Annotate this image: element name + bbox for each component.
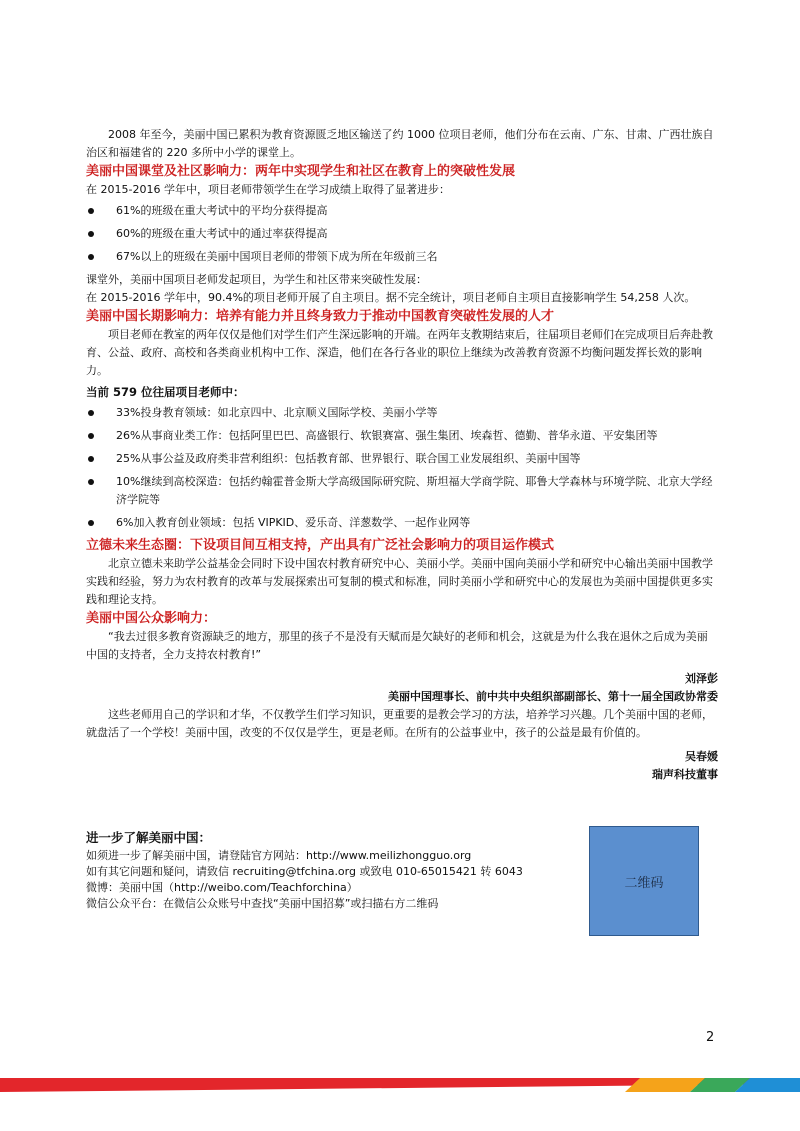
section1-list xyxy=(86,202,718,266)
page-number: 2 xyxy=(706,1030,715,1045)
signature-title-2: 瑞声科技董事 xyxy=(652,768,718,781)
quote-paragraph: “我去过很多教育资源缺乏的地方，那里的孩子不是没有天赋而是欠缺好的老师和机会，这就是为什么我在退休之后成为美丽中国的支持者，全力支持农村教育!” xyxy=(86,630,708,661)
section2-list xyxy=(86,404,718,532)
contact-heading: 进一步了解美丽中国： xyxy=(86,830,212,845)
signature-name-1: 刘泽彭 xyxy=(685,672,718,685)
section3-heading: 立德未来生态圈：下设项目间互相支持，产出具有广泛社会影响力的项目运作模式 xyxy=(86,538,555,553)
list-item: 33%投身教育领域：如北京四中、北京顺义国际学校、美丽小学等 xyxy=(86,404,718,422)
list-item: 25%从事公益及政府类非营利组织：包括教育部、世界银行、联合国工业发展组织、美丽中国等 xyxy=(86,450,718,468)
contact-line-website: 如须进一步了解美丽中国，请登陆官方网站：http://www.meilizhongguo.org xyxy=(86,849,472,862)
list-item: 67%以上的班级在美丽中国项目老师的带领下成为所在年级前三名 xyxy=(86,248,718,266)
footer-color-band xyxy=(0,1078,800,1092)
bullet-icon xyxy=(88,520,94,526)
qr-code-placeholder xyxy=(589,826,699,936)
section1-heading: 美丽中国课堂及社区影响力：两年中实现学生和社区在教育上的突破性发展 xyxy=(86,164,516,179)
bullet-icon xyxy=(88,231,94,237)
qr-code-label: 二维码 xyxy=(624,875,664,891)
list-item: 10%继续到高校深造：包括约翰霍普金斯大学高级国际研究院、斯坦福大学商学院、耶鲁大学森林与环境学院、北京大学经济学院等 xyxy=(86,473,718,509)
section1-lead: 在 2015-2016 学年中，项目老师带领学生在学习成绩上取得了显著进步： xyxy=(86,183,450,196)
bullet-icon xyxy=(88,479,94,485)
bullet-icon xyxy=(88,410,94,416)
section3-paragraph: 北京立德未来助学公益基金会同时下设中国农村教育研究中心、美丽小学。美丽中国向美丽小学和研究中心输出美丽中国教学实践和经验，努力为农村教育的改革与发展探索出可复制的模式和标准，同时美丽小学和研究中心的发展也为美丽中国提供更多实践和理论支持。 xyxy=(86,557,713,606)
testimonial-paragraph: 这些老师用自己的学识和才华，不仅教学生们学习知识，更重要的是教会学习的方法，培养学习兴趣。几个美丽中国的老师，就盘活了一个学校！美丽中国，改变的不仅仅是学生，更是老师。在所有的公益事业中，孩子的公益是最有价值的。 xyxy=(86,708,713,739)
signature-name-2: 吴春媛 xyxy=(685,750,718,763)
section1-after-1: 课堂外，美丽中国项目老师发起项目，为学生和社区带来突破性发展： xyxy=(86,273,427,286)
section2-subheading: 当前 579 位往届项目老师中： xyxy=(86,385,245,399)
section2-heading: 美丽中国长期影响力：培养有能力并且终身致力于推动中国教育突破性发展的人才 xyxy=(86,309,555,324)
bullet-icon xyxy=(88,433,94,439)
signature-title-1: 美丽中国理事长、前中共中央组织部副部长、第十一届全国政协常委 xyxy=(388,690,718,703)
list-item: 61%的班级在重大考试中的平均分获得提高 xyxy=(86,202,718,220)
list-item: 26%从事商业类工作：包括阿里巴巴、高盛银行、软银赛富、强生集团、埃森哲、德勤、普华永道、平安集团等 xyxy=(86,427,718,445)
section4-heading: 美丽中国公众影响力： xyxy=(86,611,217,626)
document-body xyxy=(86,126,718,784)
bullet-icon xyxy=(88,254,94,260)
contact-line-weibo: 微博：美丽中国（http://weibo.com/Teachforchina） xyxy=(86,881,358,894)
section1-after-2: 在 2015-2016 学年中，90.4%的项目老师开展了自主项目。据不完全统计，项目老师自主项目直接影响学生 54,258 人次。 xyxy=(86,291,696,304)
intro-paragraph: 2008 年至今，美丽中国已累积为教育资源匮乏地区输送了约 1000 位项目老师，他们分布在云南、广东、甘肃、广西壮族自治区和福建省的 220 多所中小学的课堂上。 xyxy=(86,128,714,159)
list-item: 6%加入教育创业领域：包括 VIPKID、爱乐奇、洋葱数学、一起作业网等 xyxy=(86,514,718,532)
bullet-icon xyxy=(88,456,94,462)
contact-line-email: 如有其它问题和疑问，请致信 recruiting@tfchina.org 或致电 010-65015421 转 6043 xyxy=(86,865,523,878)
bullet-icon xyxy=(88,208,94,214)
list-item: 60%的班级在重大考试中的通过率获得提高 xyxy=(86,225,718,243)
contact-line-wechat: 微信公众平台：在微信公众账号中查找“美丽中国招募”或扫描右方二维码 xyxy=(86,897,439,910)
section2-paragraph: 项目老师在教室的两年仅仅是他们对学生们产生深远影响的开端。在两年支教期结束后，往届项目老师们在完成项目后奔赴教育、公益、政府、高校和各类商业机构中工作、深造，他们在各行各业的职位上继续为改善教育资源不均衡问题发挥长效的影响力。 xyxy=(86,328,713,377)
contact-section xyxy=(86,830,556,912)
